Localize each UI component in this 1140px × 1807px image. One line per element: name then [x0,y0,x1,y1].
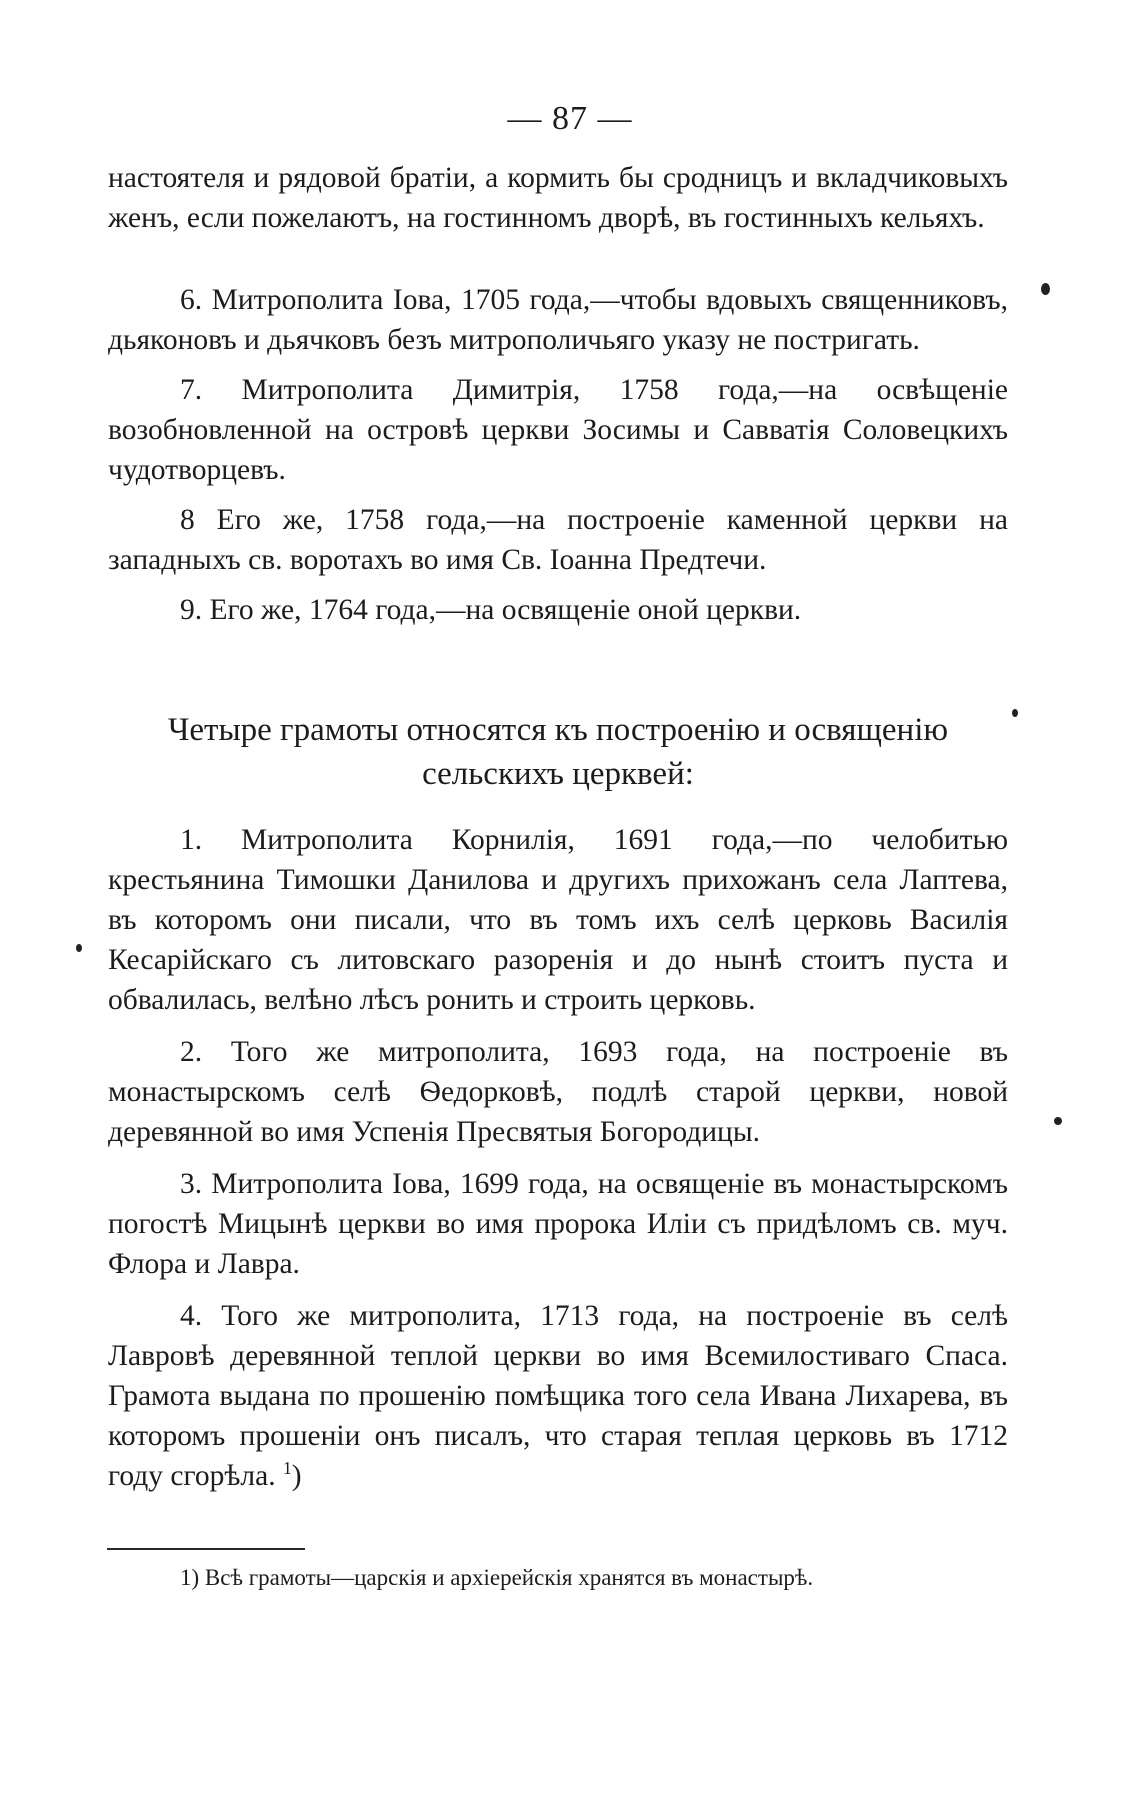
scan-speck [1054,1117,1062,1125]
footnote-text: Всѣ грамоты—царскія и архіерейскія хранятся въ монастырѣ. [204,1565,814,1590]
heading-line-1: Четыре грамоты относятся къ построенію и освященію [167,712,949,748]
list-item-4-text: 4. Того же митрополита, 1713 года, на построеніе въ селѣ Лавровѣ деревянной теплой церкви во имя Всемилостиваго Спаса. Грамота выдана по прошенію помѣщика того села Ивана Лихарева, въ которомъ прошеніи онъ писалъ, что старая теплая церковь въ 1712 году сгорѣла. [108,1300,1008,1492]
continuation-paragraph [108,158,1008,238]
list-item-6: 6. Митрополита Іова, 1705 года,—чтобы вдовыхъ священниковъ, дьяконовъ и дьячковъ безъ митрополичьяго указу не постригать. [108,284,1008,356]
list-top [108,280,1008,630]
footnote-reference-paren: ) [291,1460,302,1492]
page-number: — 87 — [507,100,633,137]
continuation-text: настоятеля и рядовой братіи, а кормить бы сродницъ и вкладчиковыхъ женъ, если пожелаютъ, на гостинномъ дворѣ, въ гостинныхъ кельяхъ. [108,162,1008,234]
footnote [180,1563,960,1593]
list-bottom [108,820,1008,1496]
list-item-7: 7. Митрополита Димитрія, 1758 года,—на освѣщеніе возобновленной на островѣ церкви Зосимы и Савватія Соловецкихъ чудотворцевъ. [108,374,1008,486]
section-heading [108,708,1008,796]
footnote-divider [107,1548,305,1550]
scan-speck [76,944,82,952]
list-item-3: 3. Митрополита Іова, 1699 года, на освященіе въ монастырскомъ погостѣ Мицынѣ церкви во имя пророка Иліи съ придѣломъ св. муч. Флора и Лавра. [108,1168,1008,1280]
list-item-2: 2. Того же митрополита, 1693 года, на построеніе въ монастырскомъ селѣ Ѳедорковѣ, подлѣ старой церкви, новой деревянной во имя Успенія Пресвятыя Богородицы. [108,1036,1008,1148]
list-item-4 [108,1296,1008,1496]
scan-speck [1012,709,1018,717]
footnote-reference: 1 [282,1458,292,1479]
list-item-1: 1. Митрополита Корнилія, 1691 года,—по челобитью крестьянина Тимошки Данилова и другихъ прихожанъ села Лаптева, въ которомъ они писали, что въ томъ ихъ селѣ церковь Василія Кесарійскаго съ литовскаго разоренія и до нынѣ стоитъ пуста и обвалилась, велѣно лѣсъ ронить и строить церковь. [108,824,1008,1016]
list-item-9: 9. Его же, 1764 года,—на освященіе оной церкви. [180,594,802,626]
scan-speck [1041,283,1050,295]
list-item-8: 8 Его же, 1758 года,—на построеніе каменной церкви на западныхъ св. воротахъ во имя Св. Іоанна Предтечи. [108,504,1008,576]
footnote-marker: 1) [180,1565,200,1590]
heading-line-2: сельскихъ церквей: [422,756,694,792]
